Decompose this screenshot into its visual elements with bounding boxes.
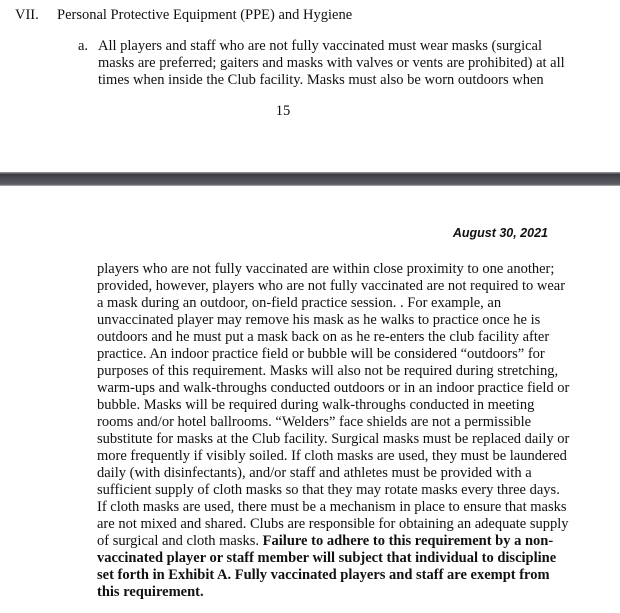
text-line: sufficient supply of cloth masks so that they may rotate masks every three days. bbox=[97, 482, 560, 498]
text-line: daily (with disinfectants), and/or staff and athletes must be provided with a bbox=[97, 465, 532, 481]
text-line-bold: vaccinated player or staff member will subject that individual to discipline bbox=[97, 550, 557, 566]
text-bold: Failure to adhere to this requirement by a non- bbox=[262, 533, 554, 549]
page-header-date: August 30, 2021 bbox=[452, 226, 548, 240]
text-regular: of surgical and cloth masks. bbox=[97, 533, 263, 549]
text-line: All players and staff who are not fully vaccinated must wear masks (surgical bbox=[98, 38, 542, 54]
list-item-text bbox=[98, 38, 565, 89]
page-number: 15 bbox=[275, 103, 291, 119]
list-item-marker: a. bbox=[78, 38, 89, 54]
text-line: practice. An indoor practice field or bubble will be considered “outdoors” for bbox=[97, 346, 545, 362]
text-line: times when inside the Club facility. Masks must also be worn outdoors when bbox=[98, 72, 544, 88]
document-page-15 bbox=[0, 0, 620, 172]
text-line: players who are not fully vaccinated are within close proximity to one another; bbox=[97, 261, 555, 277]
text-line: masks are preferred; gaiters and masks with valves or vents are prohibited) at all bbox=[98, 55, 565, 71]
text-line: outdoors and he must put a mask back on as he re-enters the club facility after bbox=[97, 329, 550, 345]
text-line: are not mixed and shared. Clubs are responsible for obtaining an adequate supply bbox=[97, 516, 569, 532]
document-page-16 bbox=[0, 186, 620, 613]
section-title: Personal Protective Equipment (PPE) and Hygiene bbox=[57, 7, 353, 23]
text-line: bubble. Masks will be required during walk-throughs conducted in meeting bbox=[97, 397, 535, 413]
text-line: provided, however, players who are not fully vaccinated are not required to wear bbox=[97, 278, 566, 294]
section-number: VII. bbox=[15, 7, 39, 23]
text-line: If cloth masks are used, there must be a mechanism in place to ensure that masks bbox=[97, 499, 567, 515]
text-line: a mask during an outdoor, on-field practice session. . For example, an bbox=[97, 295, 502, 311]
text-line: purposes of this requirement. Masks will also not be required during stretching, bbox=[97, 363, 559, 379]
text-line: rooms and/or hotel ballrooms. “Welders” face shields are not a permissible bbox=[97, 414, 532, 430]
text-line-mixed bbox=[97, 533, 567, 550]
text-line: unvaccinated player may remove his mask as he walks to practice once he is bbox=[97, 312, 541, 328]
text-line-bold: this requirement. bbox=[97, 584, 204, 600]
text-line: substitute for masks at the Club facility. Surgical masks must be replaced daily or bbox=[97, 431, 570, 447]
text-line: more frequently if visibly soiled. If cloth masks are used, they must be laundered bbox=[97, 448, 567, 464]
text-line-bold: set forth in Exhibit A. Fully vaccinated players and staff are exempt from bbox=[97, 567, 550, 583]
text-line: warm-ups and walk-throughs conducted outdoors or in an indoor practice field or bbox=[97, 380, 570, 396]
page-break-divider bbox=[0, 172, 620, 186]
body-paragraph bbox=[97, 261, 570, 601]
